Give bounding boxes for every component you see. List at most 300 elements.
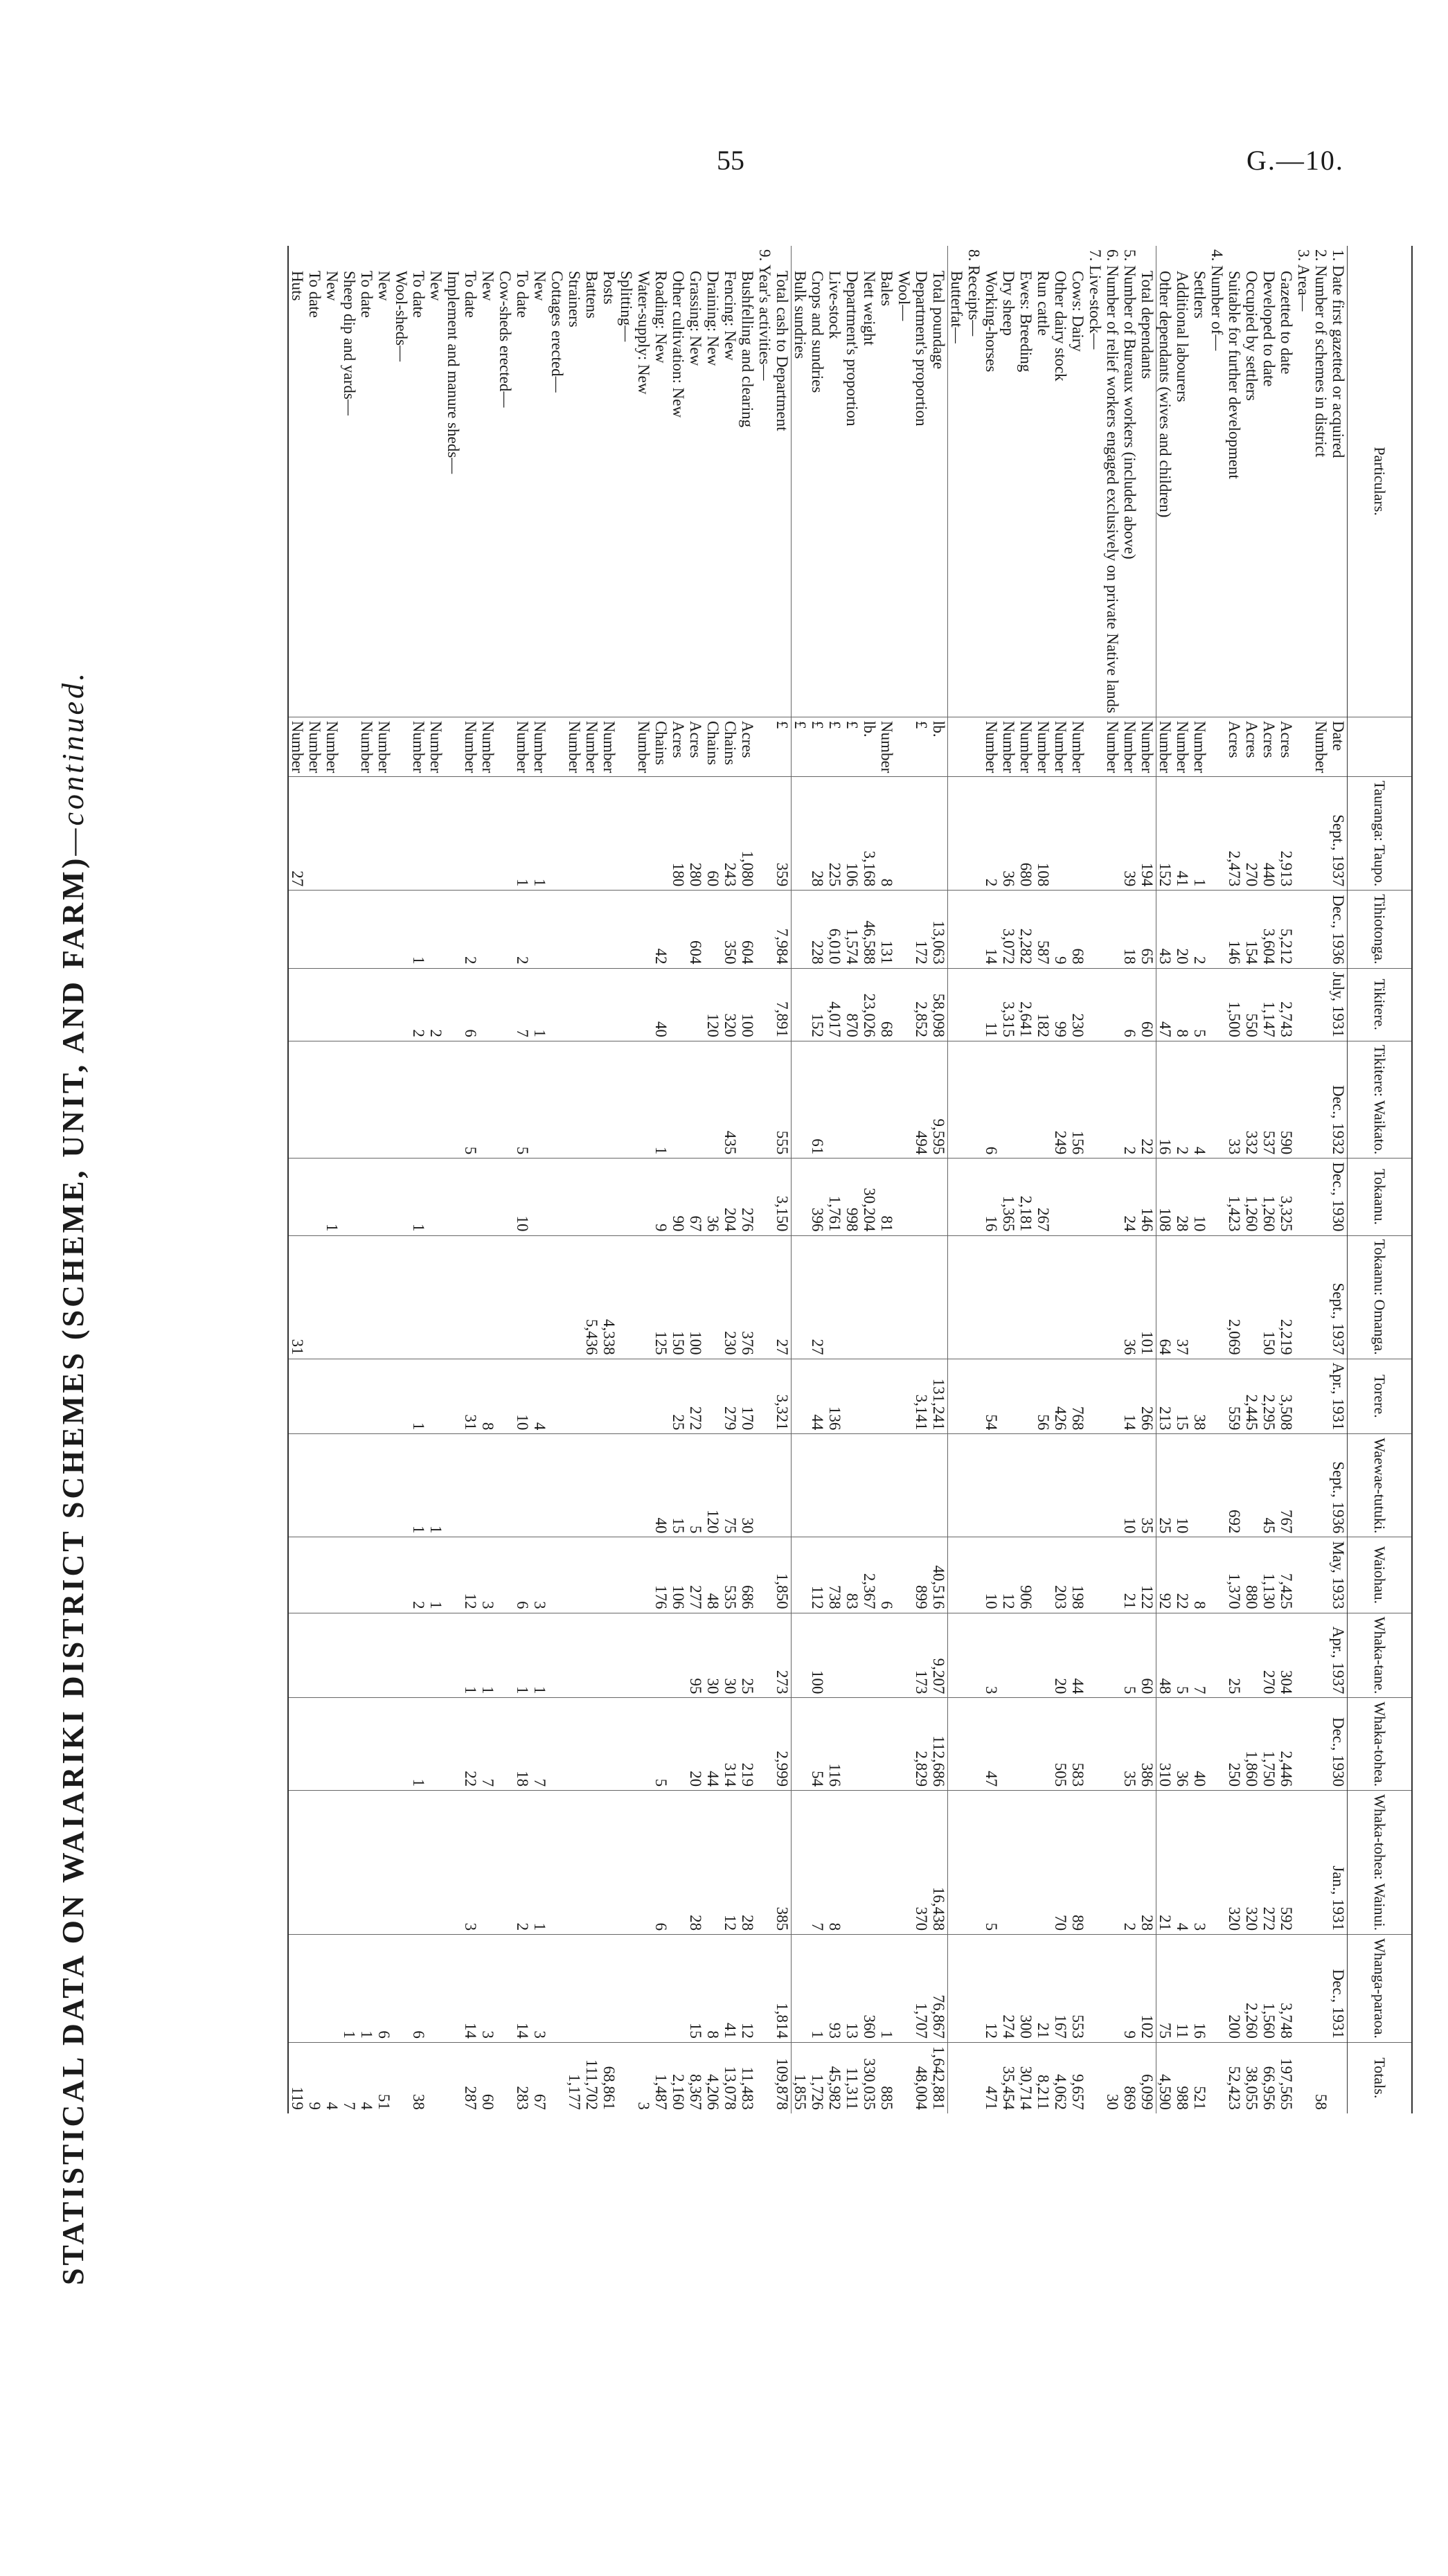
- value-cell: 4,338: [600, 1235, 618, 1359]
- value-cell: 1: [878, 1935, 895, 2043]
- value-cell: 304: [1278, 1613, 1295, 1698]
- row-label: Battens: [583, 271, 600, 319]
- value-cell: 27: [288, 777, 306, 891]
- value-cell: 37: [1174, 1235, 1191, 1359]
- value-cell: 1: [652, 1041, 670, 1158]
- value-cell: 3: [479, 1537, 497, 1613]
- value-cell: [427, 1698, 445, 1791]
- value-cell: 3,141: [913, 1359, 930, 1434]
- table-row: [1035, 246, 1052, 2113]
- value-cell: 8: [1174, 968, 1191, 1041]
- value-cell: [861, 1235, 878, 1359]
- value-cell: 270: [1243, 777, 1260, 891]
- unit-cell: Number: [1121, 717, 1138, 776]
- row-label: New: [531, 271, 548, 301]
- value-cell: [583, 1613, 600, 1698]
- value-cell: [1208, 1434, 1226, 1537]
- value-cell: [930, 1235, 948, 1359]
- value-cell: 152: [1156, 777, 1174, 891]
- column-header: [1348, 717, 1413, 776]
- value-cell: 11: [983, 968, 1000, 1041]
- value-cell: 2,743: [1278, 968, 1295, 1041]
- value-cell: [1000, 1698, 1017, 1791]
- row-label: Department's proportion: [913, 271, 930, 427]
- value-cell: 360: [861, 1935, 878, 2043]
- value-cell: [445, 1235, 462, 1359]
- unit-cell: Acres: [670, 717, 687, 776]
- value-cell: [618, 968, 635, 1041]
- value-cell: [341, 1359, 358, 1434]
- value-cell: [652, 1613, 670, 1698]
- value-cell: [445, 891, 462, 968]
- row-label: Working-horses: [983, 271, 1000, 373]
- value-cell: [375, 1159, 393, 1235]
- unit-cell: Number: [1174, 717, 1191, 776]
- value-cell: 6: [514, 1537, 531, 1613]
- value-cell: [843, 1698, 861, 1791]
- value-cell: [826, 1434, 843, 1537]
- value-cell: 320: [722, 968, 739, 1041]
- value-cell: 280: [687, 777, 704, 891]
- value-cell: [375, 777, 393, 891]
- value-cell: [618, 1537, 635, 1613]
- value-cell: [618, 1235, 635, 1359]
- value-cell: 10: [983, 1537, 1000, 1613]
- value-cell: [965, 777, 983, 891]
- value-cell: [600, 891, 618, 968]
- value-cell: 20: [1174, 891, 1191, 968]
- value-cell: [704, 891, 722, 968]
- value-cell: [843, 1613, 861, 1698]
- value-cell: [1087, 968, 1104, 1041]
- value-cell: [393, 777, 410, 891]
- value-cell: [895, 1235, 913, 1359]
- value-cell: 2,999: [774, 1698, 792, 1791]
- value-cell: 25: [670, 1359, 687, 1434]
- value-cell: 692: [1226, 1434, 1243, 1537]
- value-cell: [930, 1159, 948, 1235]
- row-label: Gazetted to date: [1278, 271, 1295, 375]
- value-cell: 116: [826, 1698, 843, 1791]
- value-cell: 48: [704, 1537, 722, 1613]
- value-cell: Sept., 1937: [1330, 777, 1348, 891]
- value-cell: 122: [1138, 1537, 1156, 1613]
- value-cell: 40,516: [930, 1537, 948, 1613]
- value-cell: 12: [739, 1935, 756, 2043]
- value-cell: [1243, 1434, 1260, 1537]
- value-cell: [843, 1235, 861, 1359]
- value-cell: [358, 891, 375, 968]
- value-cell: 40: [652, 968, 670, 1041]
- value-cell: 30: [739, 1434, 756, 1537]
- value-cell: 274: [1000, 1935, 1017, 2043]
- value-cell: 136: [826, 1359, 843, 1434]
- value-cell: 100: [739, 968, 756, 1041]
- table-row: [774, 246, 792, 2113]
- row-label: Implement and manure sheds—: [445, 271, 462, 474]
- value-cell: [756, 1698, 774, 1791]
- row-label: Additional labourers: [1174, 271, 1191, 402]
- value-cell: [548, 1434, 566, 1537]
- value-cell: 150: [1260, 1235, 1278, 1359]
- value-cell: 9,595: [930, 1041, 948, 1158]
- value-cell: Sept., 1936: [1330, 1434, 1348, 1537]
- value-cell: [427, 1159, 445, 1235]
- row-label: 4. Number of—: [1208, 249, 1226, 351]
- value-cell: [1104, 968, 1121, 1041]
- value-cell: 1,177: [566, 2042, 583, 2113]
- value-cell: [895, 1359, 913, 1434]
- value-cell: [704, 1791, 722, 1935]
- value-cell: [1087, 891, 1104, 968]
- value-cell: 1: [410, 1359, 427, 1434]
- value-cell: [843, 1791, 861, 1935]
- value-cell: [1208, 891, 1226, 968]
- value-cell: [1000, 1235, 1017, 1359]
- value-cell: 590: [1278, 1041, 1295, 1158]
- value-cell: 6,010: [826, 891, 843, 968]
- unit-cell: Acres: [1260, 717, 1278, 776]
- unit-cell: £: [826, 717, 843, 776]
- value-cell: 1,707: [913, 1935, 930, 2043]
- value-cell: 12: [1000, 1537, 1017, 1613]
- value-cell: [1312, 1159, 1330, 1235]
- value-cell: [792, 1791, 810, 1935]
- row-label: Cows: Dairy: [1069, 271, 1087, 352]
- value-cell: 47: [983, 1698, 1000, 1791]
- table-row: [479, 246, 497, 2113]
- value-cell: [826, 1235, 843, 1359]
- table-row: [965, 246, 983, 2113]
- unit-cell: Number: [531, 717, 548, 776]
- table-row: [1104, 246, 1121, 2113]
- row-label: 1. Date first gazetted or acquired: [1330, 249, 1347, 458]
- value-cell: 1,423: [1226, 1159, 1243, 1235]
- value-cell: 100: [687, 1235, 704, 1359]
- value-cell: [375, 968, 393, 1041]
- value-cell: [531, 1235, 548, 1359]
- value-cell: 18: [514, 1698, 531, 1791]
- value-cell: [792, 1613, 810, 1698]
- value-cell: 111,702: [583, 2042, 600, 2113]
- value-cell: 5,212: [1278, 891, 1295, 968]
- value-cell: [792, 1159, 810, 1235]
- value-cell: [948, 1791, 966, 1935]
- table-row: [1087, 246, 1104, 2113]
- value-cell: 243: [722, 777, 739, 891]
- value-cell: 555: [774, 1041, 792, 1158]
- value-cell: [462, 777, 479, 891]
- value-cell: [635, 1791, 652, 1935]
- value-cell: 5: [514, 1041, 531, 1158]
- value-cell: [566, 1159, 583, 1235]
- row-label: Other dependants (wives and children): [1156, 271, 1174, 518]
- value-cell: [1017, 1613, 1035, 1698]
- value-cell: 1,080: [739, 777, 756, 891]
- unit-cell: Number: [358, 717, 375, 776]
- value-cell: [462, 1159, 479, 1235]
- value-cell: [704, 1359, 722, 1434]
- value-cell: [930, 1434, 948, 1537]
- value-cell: 90: [670, 1159, 687, 1235]
- value-cell: 587: [1035, 891, 1052, 968]
- value-cell: [895, 2042, 913, 2113]
- value-cell: 10: [514, 1159, 531, 1235]
- value-cell: [948, 1434, 966, 1537]
- value-cell: 75: [722, 1434, 739, 1537]
- value-cell: [756, 891, 774, 968]
- value-cell: 25: [1226, 1613, 1243, 1698]
- table-row: [704, 246, 722, 2113]
- row-label: Wool-sheds—: [393, 271, 410, 362]
- unit-cell: Acres: [687, 717, 704, 776]
- value-cell: 8,367: [687, 2042, 704, 2113]
- value-cell: [497, 1698, 514, 1791]
- value-cell: [1104, 1359, 1121, 1434]
- value-cell: [583, 1041, 600, 1158]
- unit-cell: [393, 717, 410, 776]
- table-row: [652, 246, 670, 2113]
- table-row: [895, 246, 913, 2113]
- value-cell: [600, 1613, 618, 1698]
- value-cell: [1052, 1434, 1069, 1537]
- table-row: [1174, 246, 1191, 2113]
- value-cell: 112: [809, 1537, 826, 1613]
- value-cell: 8: [1191, 1537, 1208, 1613]
- unit-cell: Chains: [652, 717, 670, 776]
- value-cell: [1000, 1613, 1017, 1698]
- value-cell: [323, 1235, 341, 1359]
- value-cell: [1069, 1235, 1087, 1359]
- value-cell: 28: [809, 777, 826, 891]
- table-row: [739, 246, 756, 2113]
- value-cell: [792, 1537, 810, 1613]
- value-cell: [358, 1537, 375, 1613]
- value-cell: 22: [462, 1698, 479, 1791]
- unit-cell: Number: [600, 717, 618, 776]
- value-cell: [410, 1613, 427, 1698]
- table-row: [1052, 246, 1069, 2113]
- table-row: [341, 246, 358, 2113]
- value-cell: [445, 1359, 462, 1434]
- table-row: [427, 246, 445, 2113]
- value-cell: 101: [1138, 1235, 1156, 1359]
- value-cell: 38: [410, 2042, 427, 2113]
- value-cell: 8: [479, 1359, 497, 1434]
- value-cell: [427, 1935, 445, 2043]
- value-cell: [427, 1235, 445, 1359]
- value-cell: 125: [652, 1235, 670, 1359]
- unit-cell: £: [774, 717, 792, 776]
- value-cell: [583, 968, 600, 1041]
- value-cell: 3: [479, 1935, 497, 2043]
- value-cell: 686: [739, 1537, 756, 1613]
- value-cell: 7: [341, 2042, 358, 2113]
- value-cell: [895, 1434, 913, 1537]
- value-cell: 44: [809, 1359, 826, 1434]
- value-cell: [479, 1159, 497, 1235]
- value-cell: [288, 968, 306, 1041]
- value-cell: 4,590: [1156, 2042, 1174, 2113]
- value-cell: [583, 777, 600, 891]
- value-cell: [792, 1235, 810, 1359]
- value-cell: [410, 1791, 427, 1935]
- value-cell: [566, 1791, 583, 1935]
- value-cell: 2: [410, 968, 427, 1041]
- value-cell: [1312, 777, 1330, 891]
- value-cell: 81: [878, 1159, 895, 1235]
- value-cell: [878, 1434, 895, 1537]
- value-cell: [1035, 1791, 1052, 1935]
- value-cell: [548, 1935, 566, 2043]
- column-header: Whaka-tohea: Wainui.: [1348, 1791, 1413, 1935]
- value-cell: [1087, 2042, 1104, 2113]
- value-cell: 13,063: [930, 891, 948, 968]
- value-cell: 197,565: [1278, 2042, 1295, 2113]
- value-cell: [1087, 1613, 1104, 1698]
- row-label: 8. Receipts—: [965, 249, 983, 337]
- value-cell: 41: [1174, 777, 1191, 891]
- value-cell: 9: [652, 1159, 670, 1235]
- value-cell: [323, 1698, 341, 1791]
- value-cell: [600, 1537, 618, 1613]
- table-row: [566, 246, 583, 2113]
- table-row: [462, 246, 479, 2113]
- value-cell: 988: [1174, 2042, 1191, 2113]
- value-cell: 1,365: [1000, 1159, 1017, 1235]
- value-cell: [288, 1935, 306, 2043]
- value-cell: [965, 1698, 983, 1791]
- value-cell: 385: [774, 1791, 792, 1935]
- value-cell: [895, 1791, 913, 1935]
- value-cell: [948, 1235, 966, 1359]
- value-cell: 23,026: [861, 968, 878, 1041]
- value-cell: 2,069: [1226, 1235, 1243, 1359]
- value-cell: 8,211: [1035, 2042, 1052, 2113]
- row-label: Dry sheep: [1000, 271, 1017, 336]
- unit-cell: [1087, 717, 1104, 776]
- value-cell: [288, 1613, 306, 1698]
- value-cell: 75: [1156, 1935, 1174, 2043]
- unit-cell: [965, 717, 983, 776]
- value-cell: [792, 1041, 810, 1158]
- value-cell: [288, 1041, 306, 1158]
- value-cell: 31: [462, 1359, 479, 1434]
- value-cell: [1208, 1041, 1226, 1158]
- value-cell: 7,984: [774, 891, 792, 968]
- value-cell: [1295, 968, 1312, 1041]
- value-cell: 44: [704, 1698, 722, 1791]
- value-cell: 276: [739, 1159, 756, 1235]
- unit-cell: [445, 717, 462, 776]
- value-cell: 386: [1138, 1698, 1156, 1791]
- table-row: [1260, 246, 1278, 2113]
- value-cell: Dec., 1936: [1330, 891, 1348, 968]
- value-cell: 680: [1017, 777, 1035, 891]
- value-cell: [341, 1235, 358, 1359]
- value-cell: [341, 1698, 358, 1791]
- value-cell: 198: [1069, 1537, 1087, 1613]
- value-cell: 1: [323, 1159, 341, 1235]
- value-cell: 5: [1121, 1613, 1138, 1698]
- table-row: [722, 246, 739, 2113]
- value-cell: [288, 1159, 306, 1235]
- row-label: Draining: New: [704, 271, 722, 366]
- value-cell: 20: [1052, 1613, 1069, 1698]
- value-cell: 3,168: [861, 777, 878, 891]
- value-cell: [323, 1434, 341, 1537]
- value-cell: 14: [514, 1935, 531, 2043]
- unit-cell: [895, 717, 913, 776]
- value-cell: 38,055: [1243, 2042, 1260, 2113]
- value-cell: [583, 1935, 600, 2043]
- value-cell: Dec., 1931: [1330, 1935, 1348, 2043]
- value-cell: 14: [983, 891, 1000, 968]
- value-cell: 2: [462, 891, 479, 968]
- unit-cell: Number: [983, 717, 1000, 776]
- value-cell: [548, 1159, 566, 1235]
- value-cell: 146: [1226, 891, 1243, 968]
- value-cell: 2: [427, 968, 445, 1041]
- value-cell: [393, 891, 410, 968]
- value-cell: [670, 1698, 687, 1791]
- value-cell: [306, 891, 323, 968]
- value-cell: 43: [1156, 891, 1174, 968]
- value-cell: 1: [514, 1613, 531, 1698]
- value-cell: 12: [462, 1537, 479, 1613]
- value-cell: 106: [670, 1537, 687, 1613]
- value-cell: [1087, 1434, 1104, 1537]
- table-row: [983, 246, 1000, 2113]
- row-label: Ewes: Breeding: [1017, 271, 1035, 373]
- value-cell: [756, 1791, 774, 1935]
- value-cell: 505: [1052, 1698, 1069, 1791]
- value-cell: 36: [1121, 1235, 1138, 1359]
- value-cell: 9,207: [930, 1613, 948, 1698]
- value-cell: [341, 1537, 358, 1613]
- value-cell: [1087, 1235, 1104, 1359]
- value-cell: 35: [1138, 1434, 1156, 1537]
- value-cell: 310: [1156, 1698, 1174, 1791]
- value-cell: 28: [1174, 1159, 1191, 1235]
- table-row: [375, 246, 393, 2113]
- value-cell: [756, 777, 774, 891]
- value-cell: [1087, 1537, 1104, 1613]
- value-cell: [1000, 1434, 1017, 1537]
- value-cell: [341, 1613, 358, 1698]
- row-label: Run cattle: [1035, 271, 1052, 336]
- value-cell: [983, 1434, 1000, 1537]
- value-cell: [497, 1159, 514, 1235]
- value-cell: 2,295: [1260, 1359, 1278, 1434]
- value-cell: [358, 1041, 375, 1158]
- value-cell: 314: [722, 1698, 739, 1791]
- value-cell: [566, 1235, 583, 1359]
- value-cell: 40: [1191, 1698, 1208, 1791]
- value-cell: 1: [514, 777, 531, 891]
- value-cell: 83: [843, 1537, 861, 1613]
- value-cell: 182: [1035, 968, 1052, 1041]
- value-cell: [1017, 1434, 1035, 1537]
- value-cell: [393, 1791, 410, 1935]
- value-cell: [375, 1613, 393, 1698]
- value-cell: 89: [1069, 1791, 1087, 1935]
- value-cell: [288, 1537, 306, 1613]
- row-label: To date: [306, 271, 323, 319]
- value-cell: [393, 1041, 410, 1158]
- table-row: [583, 246, 600, 2113]
- value-cell: [792, 1698, 810, 1791]
